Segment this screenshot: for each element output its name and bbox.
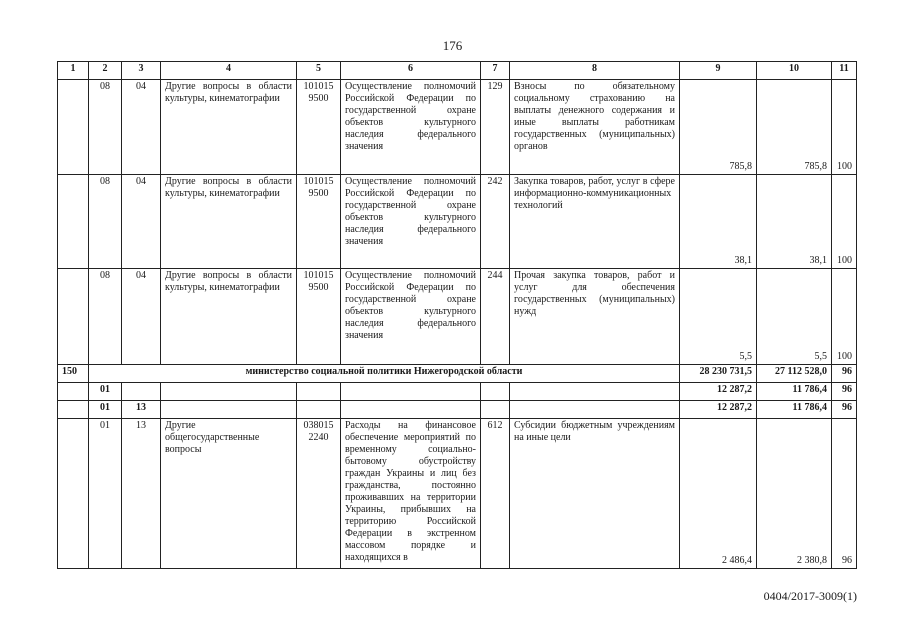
empty-cell [122, 383, 161, 401]
cell-code [58, 175, 89, 269]
ministry-row [58, 365, 857, 383]
empty-cell [297, 401, 341, 419]
cell-expense-type: 129 [481, 80, 510, 175]
cell-article-name: Осуществление полномочий Российской Федерации по государственной охране объектов культурного наследия федерального значения [341, 269, 481, 365]
cell-plan: 38,1 [680, 175, 757, 269]
cell-plan: 2 486,4 [680, 419, 757, 569]
cell-section: 08 [89, 269, 122, 365]
empty-cell [161, 383, 297, 401]
column-header: 5 [297, 62, 341, 80]
table-row [58, 269, 857, 365]
cell-section: 08 [89, 175, 122, 269]
section-plan: 12 287,2 [680, 383, 757, 401]
empty-cell [481, 401, 510, 419]
cell-actual: 5,5 [757, 269, 832, 365]
ministry-name: министерство социальной политики Нижегородской области [89, 365, 680, 383]
table-row [58, 419, 857, 569]
empty-cell [510, 383, 680, 401]
table-row [58, 80, 857, 175]
subsection-code: 13 [122, 401, 161, 419]
column-header: 1 [58, 62, 89, 80]
subsection-plan: 12 287,2 [680, 401, 757, 419]
document-code: 0404/2017-3009(1) [763, 589, 857, 603]
cell-expense-type: 612 [481, 419, 510, 569]
column-header: 7 [481, 62, 510, 80]
cell-article-name: Осуществление полномочий Российской Федерации по государственной охране объектов культурного наследия федерального значения [341, 80, 481, 175]
cell-actual: 38,1 [757, 175, 832, 269]
cell-plan: 785,8 [680, 80, 757, 175]
empty-cell [58, 401, 89, 419]
subsection-percent: 96 [832, 401, 857, 419]
cell-expense-name: Взносы по обязательному социальному страхованию на выплаты денежного содержания и иные выплаты работникам государственных (муниципальных) органов [510, 80, 680, 175]
subsection-total-row [58, 401, 857, 419]
empty-cell [161, 401, 297, 419]
empty-cell [297, 383, 341, 401]
cell-target-article: 101015 9500 [297, 175, 341, 269]
column-header: 6 [341, 62, 481, 80]
cell-expense-type: 244 [481, 269, 510, 365]
page-number: 176 [442, 38, 463, 53]
cell-subsection: 13 [122, 419, 161, 569]
cell-expense-type: 242 [481, 175, 510, 269]
column-header-row [58, 62, 857, 80]
cell-percent: 100 [832, 175, 857, 269]
cell-code [58, 269, 89, 365]
cell-subsection: 04 [122, 175, 161, 269]
cell-percent: 100 [832, 80, 857, 175]
ministry-plan: 28 230 731,5 [680, 365, 757, 383]
empty-cell [58, 383, 89, 401]
section-code: 01 [89, 383, 122, 401]
table-row [58, 175, 857, 269]
cell-target-article: 101015 9500 [297, 80, 341, 175]
cell-section: 08 [89, 80, 122, 175]
cell-target-article: 038015 2240 [297, 419, 341, 569]
cell-code [58, 80, 89, 175]
cell-subsection: 04 [122, 80, 161, 175]
cell-code [58, 419, 89, 569]
cell-article-name: Расходы на финансовое обеспечение мероприятий по временному социально-бытовому обустройству граждан Украины и лиц без гражданства, постоянно проживавших на территории Украины, прибывших на территорию Российской Федерации в экстренном массовом порядке и находящихся в [341, 419, 481, 569]
cell-actual: 2 380,8 [757, 419, 832, 569]
subsection-section-code: 01 [89, 401, 122, 419]
cell-section: 01 [89, 419, 122, 569]
cell-section-name: Другие вопросы в области культуры, кинематографии [161, 80, 297, 175]
section-total-row [58, 383, 857, 401]
section-actual: 11 786,4 [757, 383, 832, 401]
column-header: 11 [832, 62, 857, 80]
ministry-actual: 27 112 528,0 [757, 365, 832, 383]
budget-table [57, 61, 857, 569]
cell-target-article: 101015 9500 [297, 269, 341, 365]
subsection-actual: 11 786,4 [757, 401, 832, 419]
cell-section-name: Другие вопросы в области культуры, кинематографии [161, 175, 297, 269]
ministry-percent: 96 [832, 365, 857, 383]
cell-percent: 100 [832, 269, 857, 365]
empty-cell [481, 383, 510, 401]
column-header: 8 [510, 62, 680, 80]
cell-expense-name: Субсидии бюджетным учреждениям на иные цели [510, 419, 680, 569]
column-header: 2 [89, 62, 122, 80]
column-header: 3 [122, 62, 161, 80]
empty-cell [341, 401, 481, 419]
cell-actual: 785,8 [757, 80, 832, 175]
cell-expense-name: Закупка товаров, работ, услуг в сфере информационно-коммуникационных технологий [510, 175, 680, 269]
ministry-code: 150 [58, 365, 89, 383]
cell-section-name: Другие общегосударственные вопросы [161, 419, 297, 569]
column-header: 9 [680, 62, 757, 80]
column-header: 4 [161, 62, 297, 80]
cell-expense-name: Прочая закупка товаров, работ и услуг для обеспечения государственных (муниципальных) нужд [510, 269, 680, 365]
column-header: 10 [757, 62, 832, 80]
cell-plan: 5,5 [680, 269, 757, 365]
cell-section-name: Другие вопросы в области культуры, кинематографии [161, 269, 297, 365]
section-percent: 96 [832, 383, 857, 401]
cell-subsection: 04 [122, 269, 161, 365]
empty-cell [510, 401, 680, 419]
cell-article-name: Осуществление полномочий Российской Федерации по государственной охране объектов культурного наследия федерального значения [341, 175, 481, 269]
cell-percent: 96 [832, 419, 857, 569]
empty-cell [341, 383, 481, 401]
